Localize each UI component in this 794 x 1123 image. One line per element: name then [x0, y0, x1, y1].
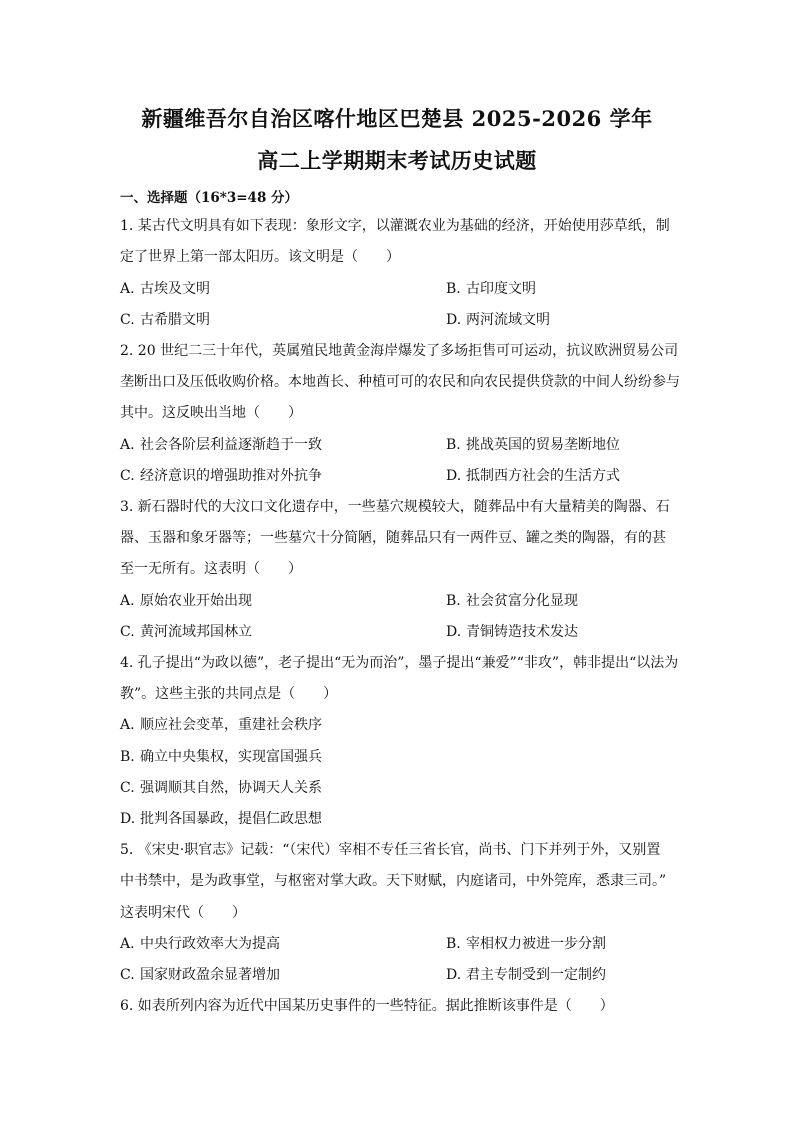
option-letter: B. [446, 936, 461, 952]
option-text: 青铜铸造技术发达 [466, 624, 578, 640]
question-3-option-b [446, 591, 578, 611]
option-text: 宰相权力被进一步分割 [466, 936, 606, 952]
question-2-text-line-2: 垄断出口及压低收购价格。本地酋长、种植可可的农民和向农民提供贷款的中间人纷纷参与 [120, 374, 680, 390]
question-4-option-c [120, 778, 322, 798]
option-text: 古印度文明 [466, 281, 536, 297]
option-letter: B. [446, 281, 461, 297]
option-letter: D. [446, 468, 462, 484]
question-4-option-a [120, 715, 322, 735]
question-2-option-d [446, 466, 620, 486]
option-text: 强调顺其自然，协调天人关系 [140, 780, 322, 796]
option-text: 两河流域文明 [466, 312, 550, 328]
question-4-option-d [120, 809, 322, 829]
option-letter: B. [446, 437, 461, 453]
question-1-text-line-2: 定了世界上第一部太阳历。该文明是（ ） [120, 249, 400, 265]
question-1-option-c [120, 310, 210, 330]
option-letter: A. [120, 593, 135, 609]
question-5-option-b [446, 934, 606, 954]
option-text: 确立中央集权，实现富国强兵 [140, 749, 322, 765]
option-text: 挑战英国的贸易垄断地位 [466, 437, 620, 453]
question-3-option-c [120, 622, 252, 642]
option-text: 国家财政盈余显著增加 [140, 967, 280, 983]
option-letter: A. [120, 437, 135, 453]
section-heading: 一、选择题（16*3=48 分） [120, 190, 299, 206]
question-5-text-line-2: 中书禁中，是为政事堂，与枢密对掌大政。天下财赋，内庭诸司，中外筦库，悉隶三司。” [120, 873, 667, 889]
question-2-option-b [446, 435, 620, 455]
option-letter: A. [120, 936, 135, 952]
exam-title-line-2: 高二上学期期末考试历史试题 [257, 148, 537, 173]
option-letter: D. [120, 811, 136, 827]
option-letter: C. [120, 967, 135, 983]
option-text: 顺应社会变革，重建社会秩序 [140, 717, 322, 733]
option-letter: C. [120, 312, 135, 328]
question-1-option-d [446, 310, 550, 330]
option-text: 经济意识的增强助推对外抗争 [140, 468, 322, 484]
question-5-option-c [120, 965, 280, 985]
option-letter: C. [120, 780, 135, 796]
option-text: 批判各国暴政，提倡仁政思想 [140, 811, 322, 827]
option-letter: D. [446, 967, 462, 983]
question-2-text-line-3: 其中。这反映出当地（ ） [120, 405, 302, 421]
option-letter: B. [446, 593, 461, 609]
exam-title-line-1: 新疆维吾尔自治区喀什地区巴楚县 2025-2026 学年 [141, 106, 653, 131]
question-6-text-line-1: 6. 如表所列内容为近代中国某历史事件的一些特征。据此推断该事件是（ ） [120, 998, 614, 1014]
question-1-option-b [446, 279, 536, 299]
option-letter: C. [120, 468, 135, 484]
question-5-text-line-1: 5. 《宋史·职官志》记载：“（宋代）宰相不专任三省长官，尚书、门下并列于外，又别置 [120, 842, 661, 858]
question-3-text-line-3: 至一无所有。这表明（ ） [120, 561, 302, 577]
option-text: 古埃及文明 [140, 281, 210, 297]
question-2-option-c [120, 466, 322, 486]
question-4-text-line-1: 4. 孔子提出“为政以德”，老子提出“无为而治”，墨子提出“兼爱”“非攻”，韩非提出“以法为 [120, 655, 679, 671]
question-3-option-a [120, 591, 252, 611]
question-5-option-d [446, 965, 606, 985]
question-1-text-line-1: 1. 某古代文明具有如下表现：象形文字，以灌溉农业为基础的经济，开始使用莎草纸，制 [120, 218, 670, 234]
question-3-text-line-1: 3. 新石器时代的大汶口文化遗存中，一些墓穴规模较大，随葬品中有大量精美的陶器、石 [120, 499, 670, 515]
question-2-option-a [120, 435, 322, 455]
question-3-option-d [446, 622, 578, 642]
question-4-text-line-2: 教”。这些主张的共同点是（ ） [120, 686, 338, 702]
question-2-text-line-1: 2. 20 世纪二三十年代，英属殖民地黄金海岸爆发了多场拒售可可运动，抗议欧洲贸易公司 [120, 343, 679, 359]
option-letter: B. [120, 749, 135, 765]
option-text: 君主专制受到一定制约 [466, 967, 606, 983]
option-letter: D. [446, 312, 462, 328]
question-4-option-b [120, 747, 322, 767]
question-3-text-line-2: 器、玉器和象牙器等；一些墓穴十分简陋，随葬品只有一两件豆、罐之类的陶器，有的甚 [120, 530, 666, 546]
option-text: 社会各阶层利益逐渐趋于一致 [140, 437, 322, 453]
question-1-option-a [120, 279, 210, 299]
option-text: 古希腊文明 [140, 312, 210, 328]
option-text: 原始农业开始出现 [140, 593, 252, 609]
question-5-option-a [120, 934, 280, 954]
question-5-text-line-3: 这表明宋代（ ） [120, 905, 246, 921]
option-letter: C. [120, 624, 135, 640]
option-text: 社会贫富分化显现 [466, 593, 578, 609]
option-letter: D. [446, 624, 462, 640]
option-text: 黄河流域邦国林立 [140, 624, 252, 640]
option-letter: A. [120, 717, 135, 733]
option-letter: A. [120, 281, 135, 297]
option-text: 抵制西方社会的生活方式 [466, 468, 620, 484]
option-text: 中央行政效率大为提高 [140, 936, 280, 952]
